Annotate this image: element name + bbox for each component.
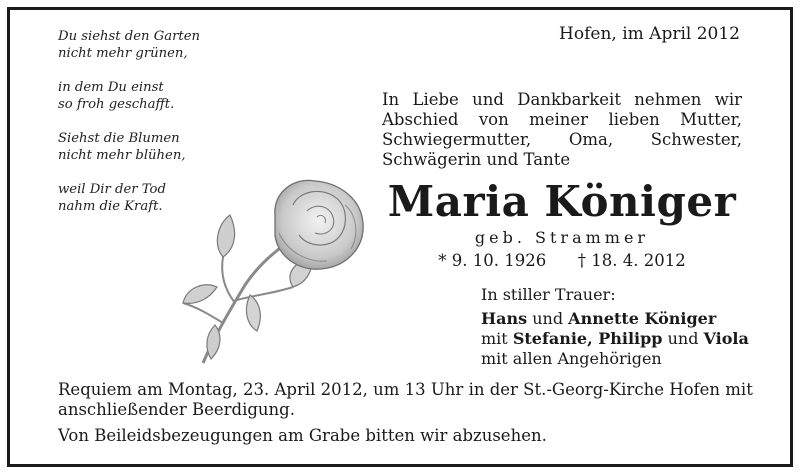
intro-line: Schwiegermutter, Oma, Schwester, bbox=[382, 130, 742, 149]
mourner-line bbox=[481, 329, 749, 349]
intro-line: Abschied von meiner lieben Mutter, bbox=[382, 110, 742, 129]
poem-line: Siehst die Blumen bbox=[58, 131, 180, 146]
mourner-name: Annette Königer bbox=[568, 309, 717, 328]
place-date: Hofen, im April 2012 bbox=[559, 24, 740, 44]
rose-illustration bbox=[175, 175, 370, 365]
connector-text: und bbox=[662, 329, 704, 348]
mourner-line bbox=[481, 309, 746, 329]
maiden-name: geb. Strammer bbox=[474, 228, 650, 247]
poem-line: nicht mehr blühen, bbox=[58, 148, 186, 163]
poem-line: so froh geschafft. bbox=[58, 97, 175, 112]
intro-line: In Liebe und Dankbarkeit nehmen wir bbox=[382, 90, 742, 109]
poem-stanza bbox=[58, 28, 258, 62]
intro-text bbox=[382, 90, 742, 170]
poem-stanza bbox=[58, 79, 258, 113]
poem-line: nahm die Kraft. bbox=[58, 199, 163, 214]
poem-line: nicht mehr grünen, bbox=[58, 46, 188, 61]
mourner-name: Stefanie, Philipp bbox=[512, 329, 663, 348]
requiem-line: Requiem am Montag, 23. April 2012, um 13 Uhr in der St.-Georg-Kirche Hofen mit bbox=[58, 380, 753, 399]
deceased-name: Maria Königer bbox=[387, 177, 737, 226]
birth-date: * 9. 10. 1926 bbox=[438, 251, 547, 270]
mourning-heading: In stiller Trauer: bbox=[481, 285, 616, 304]
connector-text: und bbox=[527, 309, 569, 328]
requiem-info bbox=[58, 380, 753, 420]
condolence-note: Von Beileidsbezeugungen am Grabe bitten wir abzusehen. bbox=[58, 426, 547, 445]
poem-stanza bbox=[58, 130, 258, 164]
mourner-name: Viola bbox=[703, 329, 749, 348]
poem-line: weil Dir der Tod bbox=[58, 182, 166, 197]
requiem-line: anschließender Beerdigung. bbox=[58, 400, 295, 419]
poem-line: in dem Du einst bbox=[58, 80, 164, 95]
connector-text: mit bbox=[481, 329, 513, 348]
mourner-line: mit allen Angehörigen bbox=[481, 349, 662, 368]
intro-line: Schwägerin und Tante bbox=[382, 150, 571, 169]
life-dates bbox=[382, 251, 742, 270]
mourner-name: Hans bbox=[481, 309, 528, 328]
mourners-block bbox=[481, 285, 749, 369]
poem-line: Du siehst den Garten bbox=[58, 29, 201, 44]
death-date: † 18. 4. 2012 bbox=[577, 251, 686, 270]
